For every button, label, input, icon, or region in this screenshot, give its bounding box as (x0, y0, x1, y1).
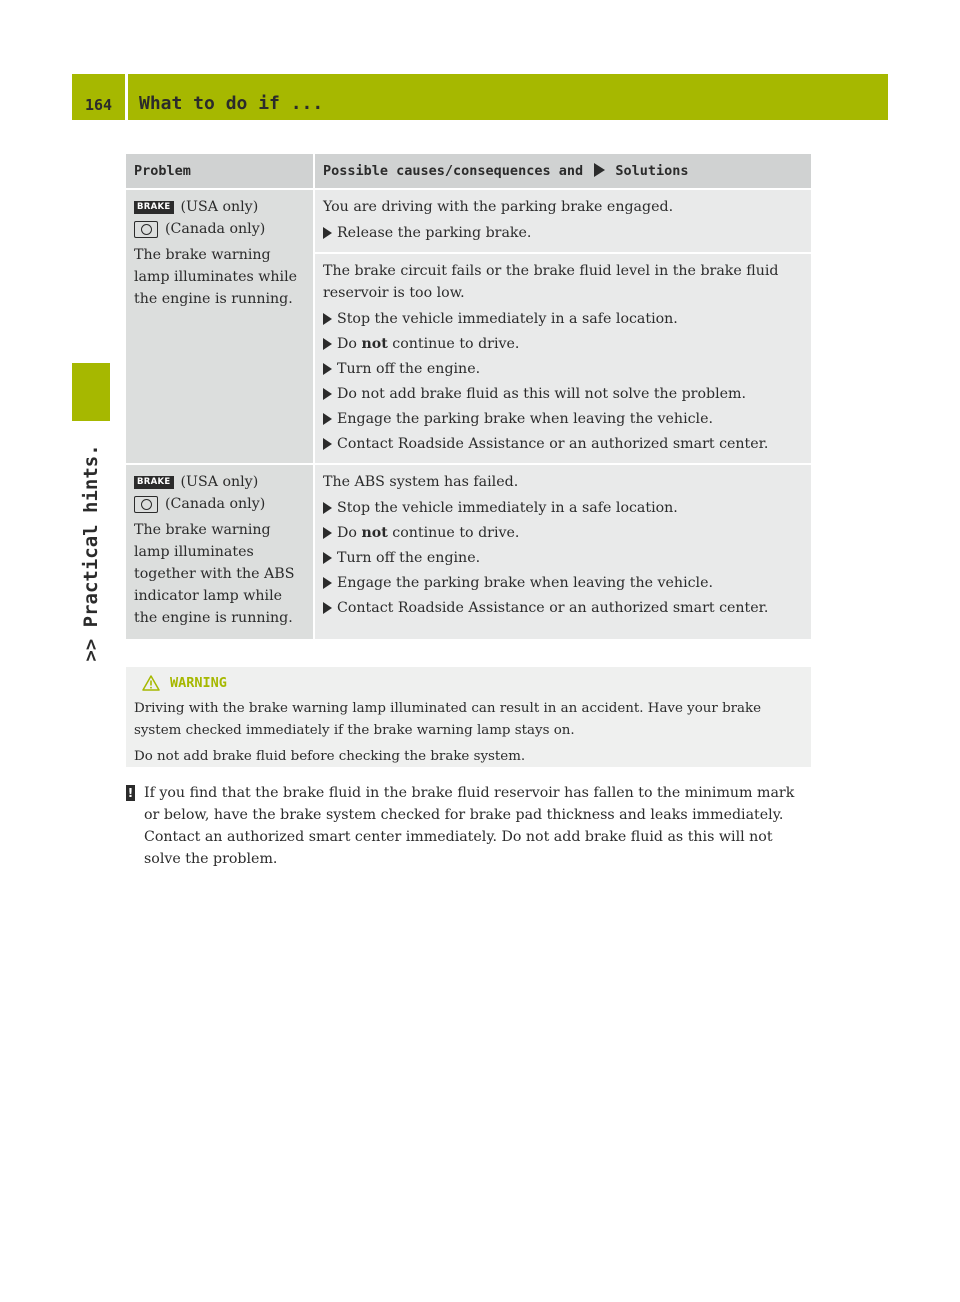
solution-step (323, 597, 803, 619)
cause-text: You are driving with the parking brake engaged. (323, 199, 674, 215)
chapter-label-text: >> Practical hints. (80, 444, 102, 662)
header-divider (125, 74, 128, 120)
section-title: What to do if ... (139, 93, 324, 114)
step-arrow-icon (323, 388, 332, 400)
cause-text: The brake circuit fails or the brake fluid level in the brake fluid reservoir is too low. (323, 263, 779, 301)
canada-only-label: (Canada only) (165, 496, 266, 512)
step-text: Engage the parking brake when leaving the vehicle. (337, 575, 713, 591)
step-arrow-icon (323, 363, 332, 375)
step-text: Do not continue to drive. (337, 525, 520, 541)
step-text: Stop the vehicle immediately in a safe location. (337, 311, 678, 327)
solution-step (323, 547, 803, 569)
brake-circle-icon (134, 496, 158, 513)
solution-step (323, 383, 803, 405)
solution-step (323, 333, 803, 355)
step-text: Contact Roadside Assistance or an authorized smart center. (337, 600, 769, 616)
usa-only-label: (USA only) (180, 199, 259, 215)
step-arrow-icon (323, 438, 332, 450)
arrow-right-icon (594, 163, 605, 177)
solution-step (323, 308, 803, 330)
troubleshooting-table (126, 154, 811, 641)
solution-cell (315, 190, 811, 254)
canada-lamp-line (134, 493, 305, 515)
canada-only-label: (Canada only) (165, 221, 266, 237)
step-text: Engage the parking brake when leaving the vehicle. (337, 411, 713, 427)
column-header-solutions (315, 154, 811, 190)
table-header-row (126, 154, 811, 190)
canada-lamp-line (134, 218, 305, 240)
cause-text: The ABS system has failed. (323, 474, 519, 490)
column-header-solutions-suffix: Solutions (615, 163, 689, 179)
solution-cell (315, 254, 811, 465)
step-arrow-icon (323, 227, 332, 239)
column-header-problem: Problem (126, 154, 315, 190)
problem-cell (126, 465, 315, 641)
exclamation-icon: ! (127, 786, 134, 800)
page-header (72, 74, 888, 120)
usa-only-label: (USA only) (180, 474, 259, 490)
table-row (126, 465, 811, 641)
solution-step (323, 433, 803, 455)
chapter-tab-marker (72, 363, 110, 421)
step-arrow-icon (323, 527, 332, 539)
warning-paragraph: Do not add brake fluid before checking the brake system. (134, 749, 526, 764)
emphasis-not: not (361, 525, 388, 541)
column-header-solutions-prefix: Possible causes/consequences and (323, 163, 584, 179)
step-arrow-icon (323, 338, 332, 350)
table-row (126, 190, 811, 254)
solution-step (323, 522, 803, 544)
step-text: Do not add brake fluid as this will not solve the problem. (337, 386, 746, 402)
problem-cell (126, 190, 315, 465)
warning-triangle-icon (142, 675, 160, 691)
brake-lamp-icon: BRAKE (134, 201, 174, 214)
step-arrow-icon (323, 577, 332, 589)
step-text: Turn off the engine. (337, 550, 481, 566)
step-text: Release the parking brake. (337, 225, 532, 241)
warning-title-text: WARNING (170, 675, 227, 691)
warning-paragraph: Driving with the brake warning lamp illuminated can result in an accident. Have your brake system checked immediately if the brake warning lamp stays on. (134, 701, 762, 738)
page-number: 164 (84, 96, 113, 114)
step-arrow-icon (323, 313, 332, 325)
solution-step (323, 408, 803, 430)
step-text: Do not continue to drive. (337, 336, 520, 352)
note-text: If you find that the brake fluid in the brake fluid reservoir has fallen to the minimum mark or below, have the brake system checked for brake pad thickness and leaks immediately. Contact an authorized smart center immediately. Do not add brake fluid as this will not solve the problem. (144, 785, 795, 867)
step-arrow-icon (323, 602, 332, 614)
solution-step (323, 358, 803, 380)
solution-step (323, 497, 803, 519)
solution-step (323, 222, 803, 244)
brake-circle-icon (134, 221, 158, 238)
step-text: Contact Roadside Assistance or an authorized smart center. (337, 436, 769, 452)
warning-box (126, 667, 811, 767)
problem-description: The brake warning lamp illuminates together with the ABS indicator lamp while the engine is running. (134, 522, 295, 626)
step-text: Turn off the engine. (337, 361, 481, 377)
step-text: Stop the vehicle immediately in a safe location. (337, 500, 678, 516)
usa-lamp-line (134, 471, 305, 493)
brake-lamp-icon: BRAKE (134, 476, 174, 489)
chapter-label (72, 428, 110, 678)
step-arrow-icon (323, 552, 332, 564)
solution-step (323, 572, 803, 594)
note-block (126, 782, 811, 870)
step-arrow-icon (323, 502, 332, 514)
solution-cell (315, 465, 811, 641)
step-arrow-icon (323, 413, 332, 425)
problem-description: The brake warning lamp illuminates while the engine is running. (134, 247, 298, 307)
usa-lamp-line (134, 196, 305, 218)
emphasis-not: not (361, 336, 388, 352)
warning-title (142, 672, 803, 694)
